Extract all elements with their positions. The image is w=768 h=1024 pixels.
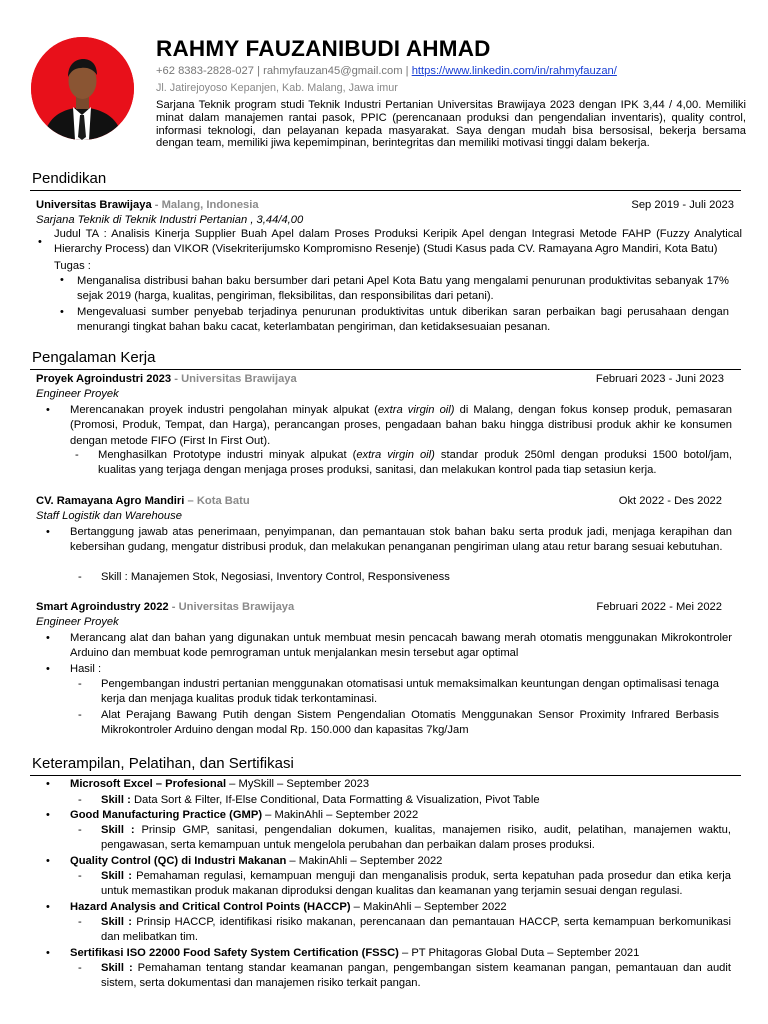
linkedin-link[interactable]: https://www.linkedin.com/in/rahmyfauzan/ — [411, 65, 617, 77]
email-address: rahmyfauzan45@gmail.com — [263, 65, 403, 77]
task-text: Merencanakan proyek industri pengolahan minyak alpukat ( — [70, 404, 378, 416]
resume-header — [156, 36, 746, 150]
dash-icon: - — [78, 870, 82, 882]
bullet-icon: • — [46, 632, 50, 644]
job-task: Merancang alat dan bahan yang digunakan untuk membuat mesin pencacah bawang merah otomatis menggunakan Mikrokontroler Arduino dan membuat kode pemrograman untuk menjalankan mesin tersebut agar optimal — [70, 632, 732, 660]
dash-icon: - — [78, 824, 82, 836]
cert-skill — [101, 961, 731, 992]
candidate-name: RAHMY FAUZANIBUDI AHMAD — [156, 36, 491, 61]
dash-icon: - — [78, 571, 82, 583]
section-title: Pengalaman Kerja — [32, 349, 156, 366]
cert-skill — [101, 915, 731, 946]
task-text-italic: extra virgin oil) — [377, 404, 455, 416]
education-dates: Sep 2019 - Juli 2023 — [631, 199, 734, 211]
job-dates: Okt 2022 - Des 2022 — [618, 495, 722, 507]
bullet-icon: • — [46, 901, 50, 913]
dash-icon: - — [78, 794, 82, 806]
cert-name: Quality Control (QC) di Industri Makanan — [70, 855, 287, 867]
tasks-label: Tugas : — [54, 260, 91, 272]
skill-label: Skill : — [101, 794, 131, 806]
job-organization: CV. Ramayana Agro Mandiri — [36, 495, 185, 507]
cert-issuer: – MakinAhli – September 2022 — [286, 855, 443, 867]
job-role: Engineer Proyek — [36, 616, 119, 628]
cert-issuer: – PT Phitagoras Global Duta – September 2021 — [398, 947, 640, 959]
job-subtask: Pengembangan industri pertanian menggunakan otomatisasi untuk memaksimalkan keuntungan dengan optimalisasi tenaga kerja dan menjaga kualitas produk tidak terkontaminasi. — [101, 678, 719, 706]
cert-issuer: – MakinAhli – September 2022 — [350, 901, 507, 913]
cert-issuer: – MySkill – September 2023 — [226, 778, 370, 790]
job-subtask: Alat Perajang Bawang Putih dengan Sistem Pengendalian Otomatis Menggunakan Sensor Proximity Infrared Berbasis Mikrokontroler Arduino dengan modal Rp. 150.000 dan kapasitas 7kg/Jam — [101, 709, 719, 737]
address: Jl. Jatirejoyoso Kepanjen, Kab. Malang, Jawa imur — [156, 82, 398, 94]
job-place: - Universitas Brawijaya — [174, 373, 297, 385]
job-place: - Universitas Brawijaya — [171, 601, 295, 613]
contact-line — [156, 64, 746, 78]
job-task: Hasil : — [70, 663, 102, 675]
task-text: Menghasilkan Prototype industri minyak alpukat ( — [98, 449, 357, 461]
skill-text: Pemahaman regulasi, kemampuan menguji dan menganalisis produk, serta kepatuhan pada prosedur dan etika kerja untuk memastikan produk makanan diproduksi dengan kualitas dan keamanan yang terjamin sesuai dengan regulasi. — [101, 870, 731, 898]
cert-item — [70, 777, 369, 792]
skill-text: Prinsip GMP, sanitasi, pengendalian dokumen, kualitas, manajemen risiko, audit, pelatihan, manajemen waktu, pengawasan, serta kemampuan untuk mengelola perubahan dan perbaikan dalam proses produksi. — [101, 824, 731, 852]
job-organization: Proyek Agroindustri 2023 — [36, 373, 172, 385]
section-title: Keterampilan, Pelatihan, dan Sertifikasi — [32, 755, 294, 772]
separator: | — [405, 65, 409, 77]
dash-icon: - — [78, 962, 82, 974]
cert-name: Good Manufacturing Practice (GMP) — [70, 809, 263, 821]
skill-label: Skill : — [101, 916, 132, 928]
section-divider — [30, 190, 741, 191]
thesis-title: Judul TA : Analisis Kinerja Supplier Buah Apel dalam Proses Produksi Keripik Apel dengan Integrasi Metode FAHP (Fuzzy Analytical Hierarchy Process) dan VIKOR (Visekriterijumsko Kompromisno Resenje) (Studi Kasus pada CV. Ramayana Agro Mandiri, Kota Batu) — [54, 228, 742, 256]
job-role: Engineer Proyek — [36, 388, 119, 400]
job-dates: Februari 2023 - Juni 2023 — [595, 373, 724, 385]
task-text: di Malang, dengan fokus konsep produk, pemasaran (Promosi, Produk, Tempat, dan Harga), perancangan proses, pengadaan bahan baku hingga distribusi produk akhir ke konsumen dengan metode FIFO (First In First Out). — [70, 404, 732, 447]
job-header — [36, 372, 724, 387]
profile-photo — [31, 37, 134, 140]
section-title: Pendidikan — [32, 170, 107, 187]
section-divider — [30, 369, 741, 370]
job-skills: Skill : Manajemen Stok, Negosiasi, Inventory Control, Responsiveness — [101, 571, 450, 583]
education-entry-header — [36, 198, 734, 213]
cert-name: Microsoft Excel – Profesional — [70, 778, 227, 790]
dash-icon: - — [78, 709, 82, 721]
education-task: Menganalisa distribusi bahan baku bersumber dari petani Apel Kota Batu yang mengalami penurunan produktivitas sebanyak 17% sejak 2019 (harga, kualitas, pengiriman, fleksibilitas, dan responsibilitas dari petani). — [77, 275, 729, 303]
work-section — [30, 349, 741, 370]
bullet-icon: • — [38, 236, 42, 248]
cert-skill — [101, 823, 731, 854]
dash-icon: - — [78, 916, 82, 928]
bullet-icon: • — [46, 526, 50, 538]
bullet-icon: • — [46, 778, 50, 790]
skill-text: Data Sort & Filter, If-Else Conditional, Data Formatting & Visualization, Pivot Table — [130, 794, 540, 806]
job-header — [36, 494, 722, 509]
dash-icon: - — [75, 449, 79, 461]
job-dates: Februari 2022 - Mei 2022 — [596, 601, 722, 613]
bullet-icon: • — [46, 855, 50, 867]
job-task: Bertanggung jawab atas penerimaan, penyimpanan, dan pemantauan stok bahan baku serta produk jadi, menjaga kerapihan dan kebersihan gudang, mengatur distribusi produk, dan melakukan penanganan pengiriman ulang atau retur barang sesuai kebutuhan. — [70, 526, 732, 554]
bullet-icon: • — [46, 663, 50, 675]
cert-issuer: – MakinAhli – September 2022 — [262, 809, 419, 821]
cert-item — [70, 808, 418, 823]
cert-name: Sertifikasi ISO 22000 Food Safety System Certification (FSSC) — [70, 947, 399, 959]
degree: Sarjana Teknik di Teknik Industri Pertanian , 3,44/4,00 — [36, 214, 304, 226]
school-name: Universitas Brawijaya — [36, 199, 152, 211]
bullet-icon: • — [46, 404, 50, 416]
job-header — [36, 600, 722, 615]
profile-summary: Sarjana Teknik program studi Teknik Industri Pertanian Universitas Brawijaya 2023 dengan IPK 3,44 / 4,00. Memiliki minat dalam manajemen rantai pasok, PPIC (perencanaan produksi dan pengendalian inventaris), quality control, informasi teknologi, dan pelayanan kepada masyarakat. Saya dengan mudah bisa bersosisal, bekerja bersama dengan team, memiliki jiwa kepemimpinan, berintegritas dan memiliki motivasi tinggi dalam bekerja. — [156, 99, 746, 150]
skill-label: Skill : — [101, 824, 135, 836]
cert-name: Hazard Analysis and Critical Control Points (HACCP) — [70, 901, 351, 913]
skill-text: Pemahaman tentang standar keamanan pangan, pengembangan sistem keamanan pangan, pemantauan dan audit sistem, serta dokumentasi dan manajemen risiko terkait pangan. — [101, 962, 731, 990]
job-subtask — [98, 448, 732, 479]
task-text-italic: extra virgin oil) — [356, 449, 435, 461]
job-place: – Kota Batu — [187, 495, 250, 507]
skill-text: Prinsip HACCP, identifikasi risiko makanan, perencanaan dan pemantauan HACCP, serta kemampuan berkomunikasi dan melibatkan tim. — [101, 916, 731, 944]
education-section — [30, 170, 741, 191]
bullet-icon: • — [60, 306, 64, 318]
cert-item — [70, 900, 507, 915]
dash-icon: - — [78, 678, 82, 690]
cert-item — [70, 854, 442, 869]
cert-item — [70, 946, 639, 961]
job-task — [70, 403, 732, 449]
skill-label: Skill : — [101, 962, 133, 974]
task-text: standar produk 250ml dengan produksi 1500 botol/jam, kualitas yang terjaga dengan menjaga proses produksi, sanitasi, dan melakukan kontrol pada tiap setasiun kerja. — [98, 449, 732, 477]
bullet-icon: • — [46, 947, 50, 959]
cert-skill — [101, 869, 731, 900]
phone-number: +62 8383-2828-027 — [156, 65, 254, 77]
separator: | — [257, 65, 260, 77]
job-role: Staff Logistik dan Warehouse — [36, 510, 182, 522]
skills-section — [30, 755, 741, 776]
bullet-icon: • — [60, 274, 64, 286]
education-task: Mengevaluasi sumber penyebab terjadinya penurunan produktivitas untuk diberikan saran perbaikan bagi perusahaan dengan menurangi tingkat bahan baku cacat, keterlambatan pengiriman, dan ketidaksesuaian pesanan. — [77, 306, 729, 334]
job-organization: Smart Agroindustry 2022 — [36, 601, 169, 613]
school-location: - Malang, Indonesia — [154, 199, 259, 211]
cert-skill — [101, 793, 731, 808]
section-divider — [30, 775, 741, 776]
bullet-icon: • — [46, 809, 50, 821]
skill-label: Skill : — [101, 870, 132, 882]
